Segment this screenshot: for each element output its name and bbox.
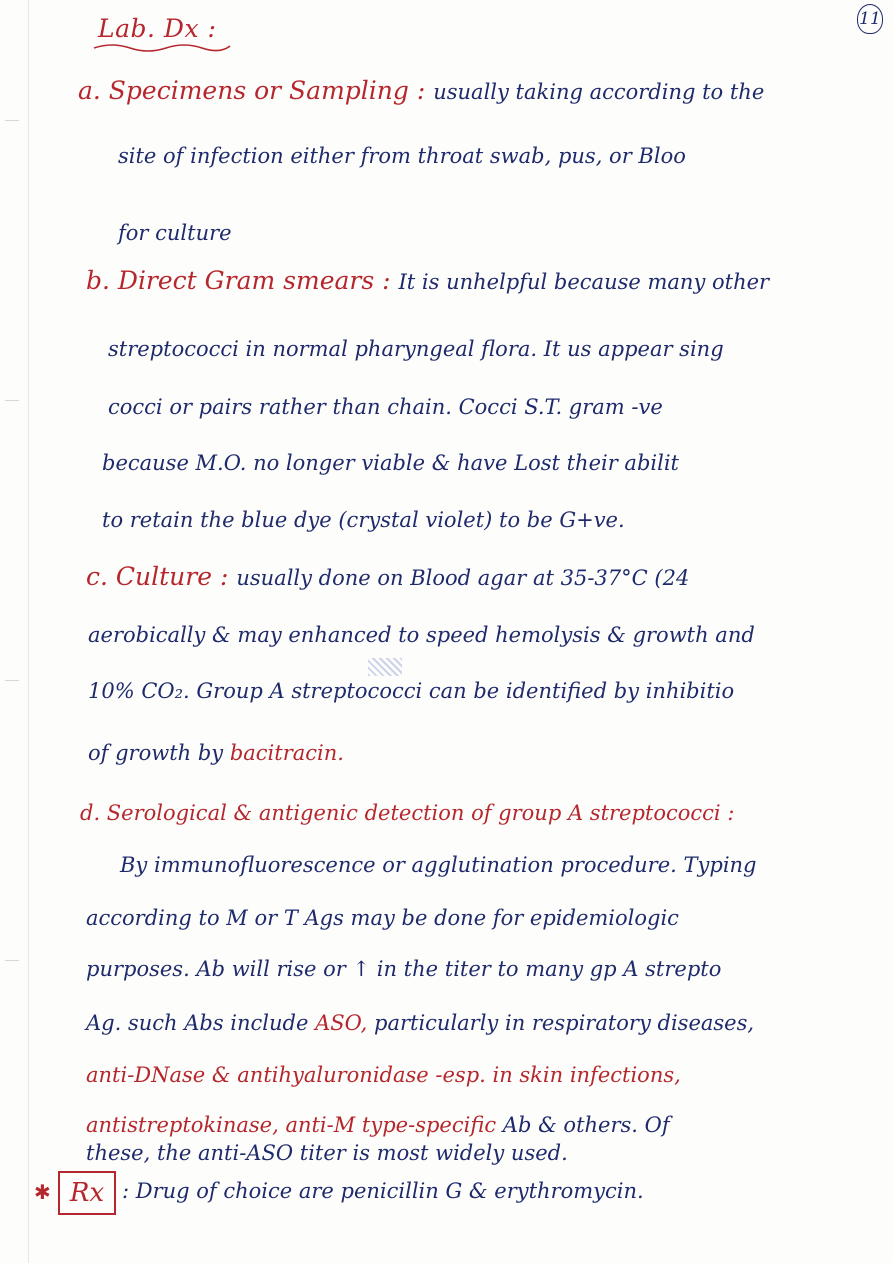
margin-tick (5, 680, 19, 681)
section-d-line-2: according to M or T Ags may be done for epidemiologic (86, 906, 679, 930)
section-a-line-1 (78, 76, 764, 107)
asterisk-mark: ✱ (34, 1180, 51, 1204)
section-b-line-5: to retain the blue dye (crystal violet) to be G+ve. (102, 508, 625, 532)
section-c-text: usually done on Blood agar at 35-37°C (24 (236, 566, 690, 590)
section-d-line-4-prefix: Ag. such Abs include (86, 1011, 309, 1035)
section-c-label: c. Culture : (86, 562, 229, 591)
section-d-line-6-suffix: Ab & others. Of (502, 1113, 670, 1137)
section-d-line-4-suffix: particularly in respiratory diseases, (374, 1011, 755, 1035)
margin-tick (5, 400, 19, 401)
section-heading: Lab. Dx : (98, 14, 217, 43)
section-b-line-4: because M.O. no longer viable & have Lost their abilit (102, 451, 679, 475)
heading-underline (92, 40, 232, 54)
rx-box: Rx (58, 1171, 116, 1215)
section-a-line-2: site of infection either from throat swab, pus, or Bloo (118, 144, 686, 168)
bacitracin-term: bacitracin. (229, 741, 344, 765)
section-d-line-4 (86, 1008, 754, 1038)
section-b-line-1 (86, 266, 769, 297)
section-b-line-3: cocci or pairs rather than chain. Cocci S.T. gram -ve (108, 395, 663, 419)
margin-line (28, 0, 29, 1263)
section-c-line-4-prefix: of growth by (88, 741, 224, 765)
section-a-label: a. Specimens or Sampling : (78, 76, 426, 105)
section-c-line-4 (88, 738, 344, 768)
section-d-line-6 (86, 1110, 670, 1140)
section-d-line-7: these, the anti-ASO titer is most widely used. (86, 1141, 568, 1165)
section-d-line-5: anti-DNase & antihyaluronidase -esp. in skin infections, (86, 1063, 681, 1087)
section-d-line-6-red: antistreptokinase, anti-M type-specific (86, 1113, 497, 1137)
page-number: 11 (857, 4, 883, 34)
section-c-line-2: aerobically & may enhanced to speed hemolysis & growth and (88, 623, 755, 647)
aso-term: ASO, (315, 1011, 368, 1035)
section-a-line-3: for culture (118, 221, 232, 245)
section-b-line-2: streptococci in normal pharyngeal flora. It us appear sing (108, 337, 724, 361)
section-a-text: usually taking according to the (433, 80, 765, 104)
rx-text: : Drug of choice are penicillin G & erythromycin. (122, 1179, 644, 1203)
section-d-line-3: purposes. Ab will rise or ↑ in the titer to many gp A strepto (86, 957, 722, 981)
margin-tick (5, 960, 19, 961)
margin-tick (5, 120, 19, 121)
scribble-mark (368, 658, 402, 676)
section-c-line-1 (86, 562, 689, 593)
section-c-line-3: 10% CO₂. Group A streptococci can be identified by inhibitio (88, 679, 735, 703)
section-b-label: b. Direct Gram smears : (86, 266, 391, 295)
section-d-line-1: By immunofluorescence or agglutination procedure. Typing (120, 853, 757, 877)
section-d-label: d. Serological & antigenic detection of group A streptococci : (80, 801, 735, 825)
section-b-text: It is unhelpful because many other (398, 270, 770, 294)
